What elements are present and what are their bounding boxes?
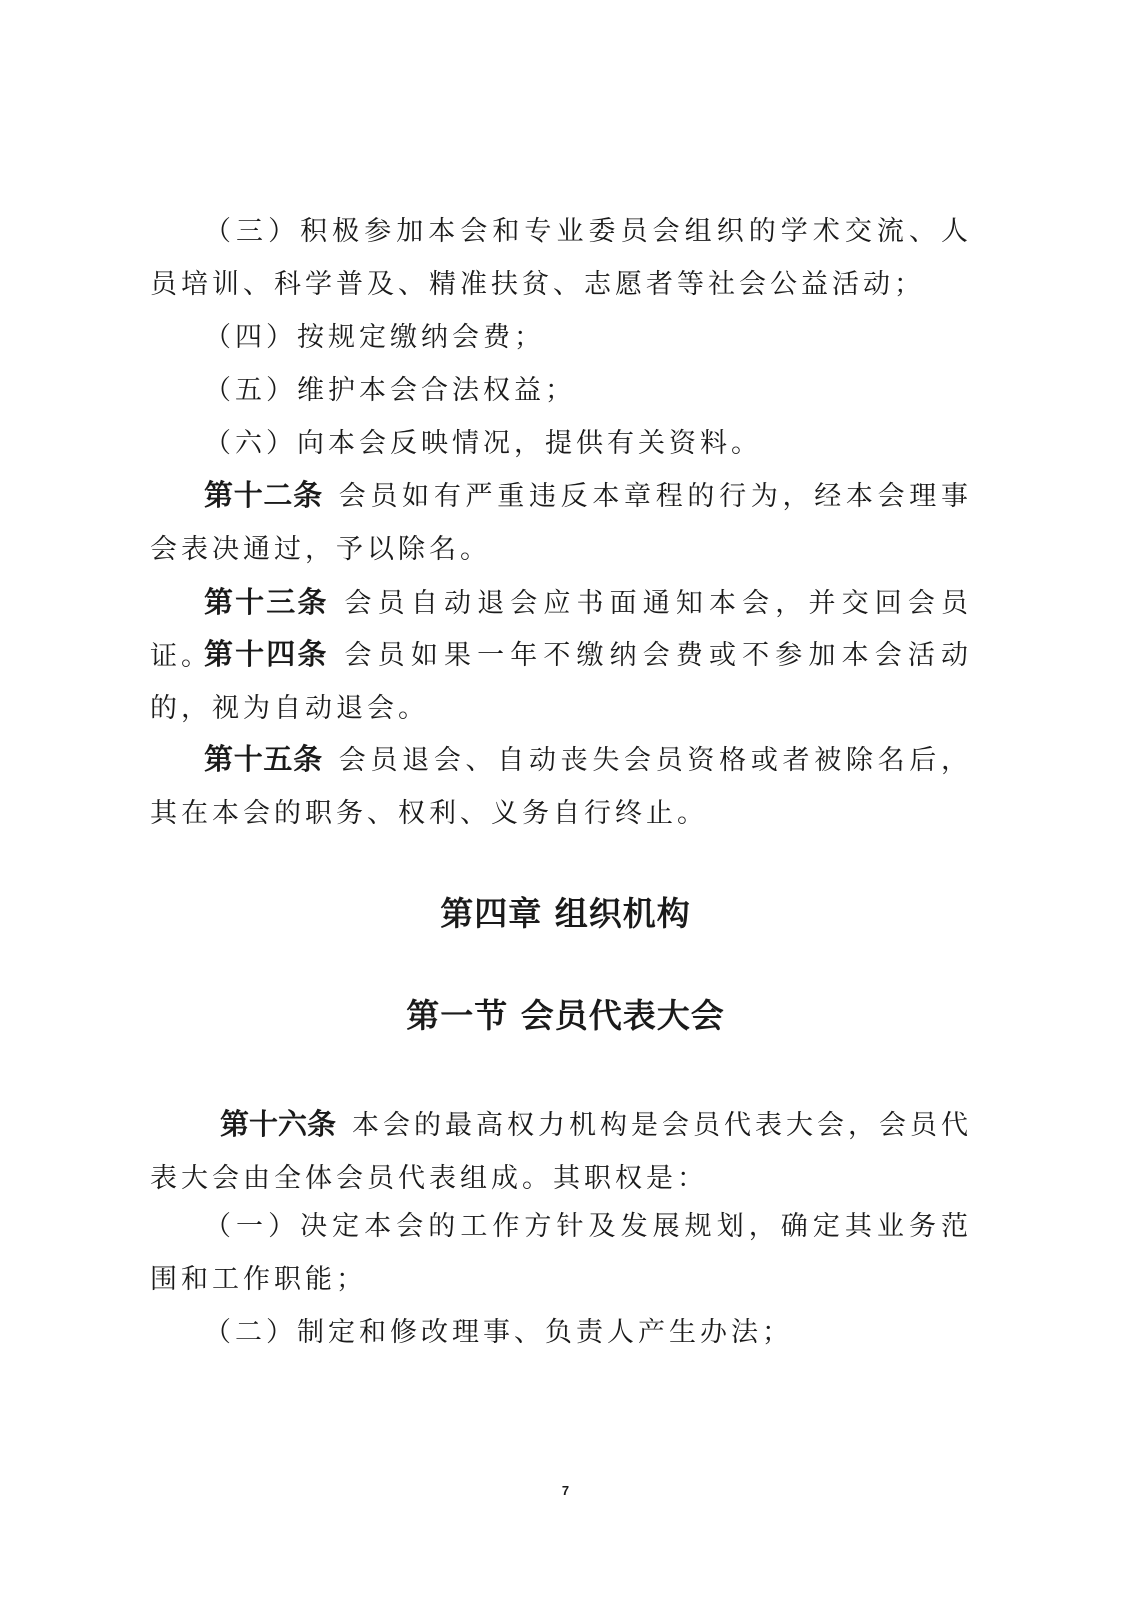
article-16-label: 第十六条 <box>220 1107 337 1141</box>
article-12-text: 会员如有严重违反本章程的行为，经本会理事会表决通过，予以除名。 <box>150 481 972 565</box>
section-title: 第一节 会员代表大会 <box>406 996 725 1035</box>
article-14-text: 会员如果一年不缴纳会费或不参加本会活动的，视为自动退会。 <box>150 640 972 724</box>
paragraph-item-4: （四）按规定缴纳会费； <box>204 322 545 353</box>
paragraph-item-3: （三）积极参加本会和专业委员会组织的学术交流、人员培训、科学普及、精准扶贫、志愿者等社会公益活动； <box>150 216 972 300</box>
article-14-label: 第十四条 <box>204 637 329 671</box>
article-15 <box>150 733 972 840</box>
article-12-label: 第十二条 <box>204 478 323 512</box>
page-number: 7 <box>561 1483 570 1498</box>
paragraph-item-6: （六）向本会反映情况，提供有关资料。 <box>204 428 762 459</box>
article-16-text: 本会的最高权力机构是会员代表大会，会员代表大会由全体会员代表组成。其职权是： <box>150 1110 973 1194</box>
article-14 <box>150 628 972 735</box>
article-13-text: 会员自动退会应书面通知本会，并交回会员证。 <box>150 588 972 672</box>
article-15-label: 第十五条 <box>204 742 323 776</box>
article-13-label: 第十三条 <box>204 585 329 619</box>
paragraph-item-1: （一）决定本会的工作方针及发展规划，确定其业务范围和工作职能； <box>150 1211 972 1295</box>
chapter-title: 第四章 组织机构 <box>440 894 691 933</box>
paragraph-item-2: （二）制定和修改理事、负责人产生办法； <box>204 1317 793 1348</box>
article-16 <box>150 1098 972 1205</box>
article-12 <box>150 469 972 576</box>
article-15-text: 会员退会、自动丧失会员资格或者被除名后，其在本会的职务、权利、义务自行终止。 <box>150 745 972 829</box>
paragraph-item-5: （五）维护本会合法权益； <box>204 375 576 406</box>
